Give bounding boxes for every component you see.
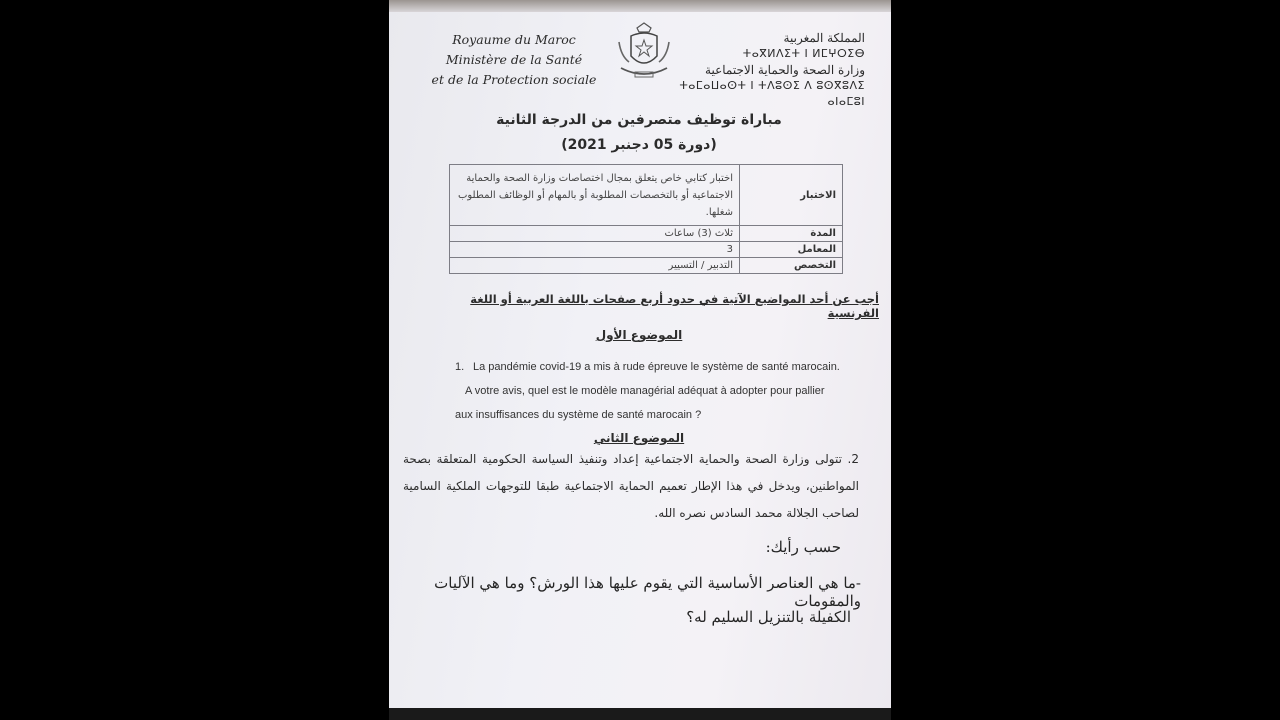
topic1-question: [455, 355, 875, 427]
exam-sheet: [389, 0, 891, 708]
french-header: [429, 30, 599, 90]
table-key: التخصص: [740, 258, 843, 274]
fr-header-line1: Royaume du Maroc: [452, 32, 576, 47]
ar-header-line2: وزارة الصحة والحماية الاجتماعية: [705, 63, 865, 77]
instruction-text: أجب عن أحد المواضيع الآتية في حدود أربع صفحات باللغة العربية أو اللغة الفرنسية: [470, 292, 879, 320]
exam-title: مباراة توظيف متصرفين من الدرجة الثانية: [496, 112, 782, 128]
fr-header-line3: et de la Protection sociale: [431, 72, 597, 87]
topic1-line1: La pandémie covid-19 a mis à rude épreuve le système de santé marocain.: [473, 361, 840, 373]
ar-header-line1: المملكة المغربية: [783, 31, 865, 45]
tifinagh-header-line1: ⵜⴰⴳⵍⴷⵉⵜ ⵏ ⵍⵎⵖⵔⵉⴱ: [742, 47, 865, 60]
table-row: [450, 242, 843, 258]
topic2-question-line1: -ما هي العناصر الأساسية التي يقوم عليها هذا الورش؟ وما هي الآليات والمقومات: [434, 574, 861, 610]
document-photo: [389, 0, 891, 708]
table-key: المعامل: [740, 242, 843, 258]
table-row: [450, 226, 843, 242]
arabic-header: [665, 30, 865, 110]
exam-info-table: [449, 164, 843, 274]
table-key: الاختبار: [740, 165, 843, 226]
table-value: التدبير / التسيير: [450, 258, 740, 274]
topic1-heading: الموضوع الأول: [595, 328, 683, 342]
table-row: [450, 258, 843, 274]
topic1-line2: A votre avis, quel est le modèle managérial adéquat à adopter pour pallier: [465, 385, 825, 397]
photo-bottom-edge: [389, 708, 891, 720]
table-value: اختبار كتابي خاص يتعلق بمجال اختصاصات وزارة الصحة والحماية الاجتماعية أو بالتخصصات المطلوبة أو بالمهام أو الوظائف المطلوب شغلها.: [450, 165, 740, 226]
fr-header-line2: Ministère de la Santé: [445, 52, 583, 67]
paper-top-shadow: [389, 0, 891, 12]
topic2-text: 2. تتولى وزارة الصحة والحماية الاجتماعية إعداد وتنفيذ السياسة الحكومية المتعلقة بصحة المواطنين، ويدخل في هذا الإطار تعميم الحماية الاجتماعية طبقا للتوجهات الملكية السامية لصاحب الجلالة محمد السادس نصره الله.: [403, 452, 859, 520]
table-row: [450, 165, 843, 226]
exam-session: (دورة 05 دجنبر 2021): [561, 137, 717, 153]
table-value: ثلاث (3) ساعات: [450, 226, 740, 242]
table-key: المدة: [740, 226, 843, 242]
table-value: 3: [450, 242, 740, 258]
topic2-heading: الموضوع الثاني: [593, 431, 685, 445]
tifinagh-header-line2: ⵜⴰⵎⴰⵡⴰⵙⵜ ⵏ ⵜⴷⵓⵙⵉ ⴷ ⵓⵙⴳⵓⴷⵉ ⴰⵏⴰⵎⵓⵏ: [679, 79, 865, 108]
topic1-line3: aux insuffisances du système de santé marocain ?: [455, 409, 702, 421]
topic2-prompt: حسب رأيك:: [765, 538, 841, 556]
topic1-number: 1.: [455, 361, 465, 373]
topic2-question-line2: الكفيلة بالتنزيل السليم له؟: [686, 608, 851, 626]
